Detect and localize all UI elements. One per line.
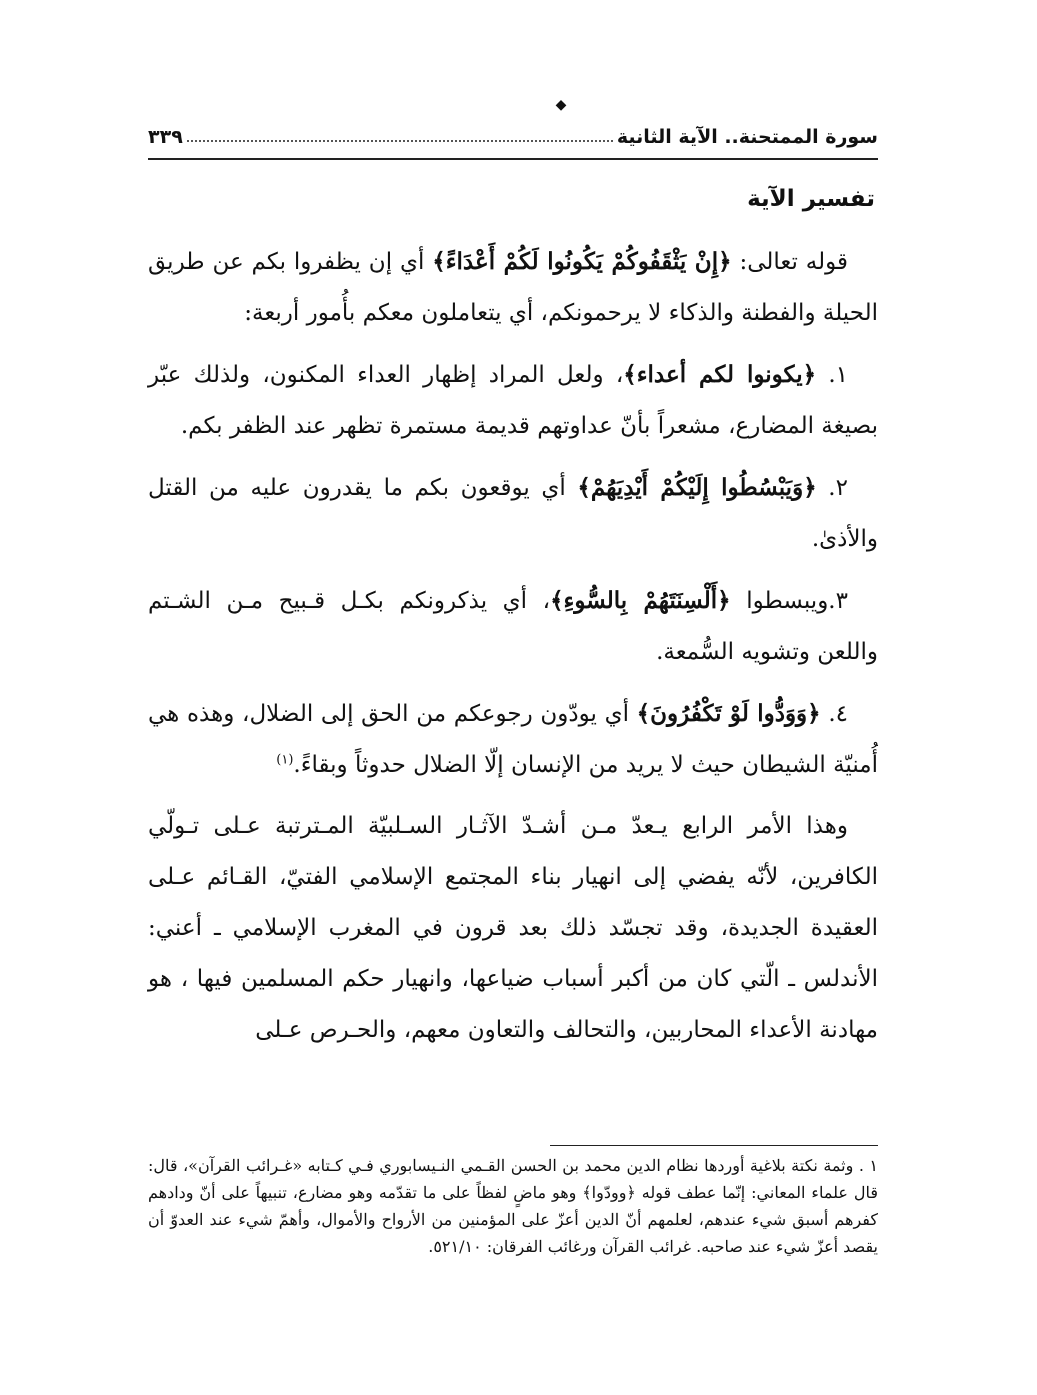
paragraph-6: وهذا الأمر الرابع يـعدّ مـن أشـدّ الآثـار السـلبيّة المـترتبة عـلى تـولّي الكافرين، لأنّه يفضي إلى انهيار بناء المجتمع الإسلامي الفتيّ، القـائم عـلى العقيدة الجديدة، وقد تجسّد ذلك بعد قرون في المغرب الإسلامي ـ أعني: الأندلس ـ الّتي كان من أكبر أسباب ضياعها، وانهيار حكم المسلمين فيها ، هو مهادنة الأعداء المحاربين، والتحالف والتعاون معهم، والحـرص عـلى bbox=[148, 813, 878, 1043]
quran-quote: ﴿إِنْ يَثْقَفُوكُمْ يَكُونُوا لَكُمْ أَعْدَاءً﴾ bbox=[432, 248, 732, 275]
ornament-mark: ◆ bbox=[555, 97, 567, 113]
paragraph-4 bbox=[148, 575, 878, 678]
quran-quote: ﴿يكونوا لكم أعداء﴾ bbox=[623, 361, 817, 388]
footnote-rule bbox=[550, 1145, 878, 1146]
list-number: ٣.ويبسطوا bbox=[730, 588, 848, 614]
paragraph-rest: أي يودّون رجوعكم من الحق إلى الضلال، وهذه هي أُمنيّة الشيطان حيث لا يريد من الإنسان إلّا الضلال حدوثاً وبقاءً. bbox=[148, 701, 878, 778]
body-text bbox=[148, 236, 878, 1066]
list-number: ٢. bbox=[816, 475, 848, 501]
paragraph-rest: أي إن يظفروا بكم عن طريق الحيلة والفطنة والذكاء لا يرحمونكم، أي يتعاملون معكم بأُمور أربعة: bbox=[148, 249, 878, 326]
footnote-text: ١ . وثمة نكتة بلاغية أوردها نظام الدين محمد بن الحسن القـمي النـيسابوري فـي كـتابه «غـرائب القرآن»، قال: قال علماء المعاني: إنّما عطف قوله ﴿وودّوا﴾ وهو ماضٍ لفظاً على ما تقدّمه وهو مضارع، تنبيهاً على أنّ ودادهم كفرهم أسبق شيء عندهم، لعلمهم أنّ الدين أعزّ على المؤمنين من الأرواح والأموال، وأهمّ شيء عند العدوّ أن يقصد أعزّ شيء عند صاحبه. غرائب القرآن ورغائب الفرقان: ٥٢١/١٠. bbox=[148, 1156, 878, 1256]
paragraph-rest: أي يوقعون بكم ما يقدرون عليه من القتل والأذىٰ. bbox=[148, 475, 878, 552]
paragraph-5 bbox=[148, 688, 878, 791]
paragraph-rest: ، ولعل المراد إظهار العداء المكنون، ولذلك عبّر بصيغة المضارع، مشعراً بأنّ عداوتهم قديمة مستمرة تظهر عند الظفر بكم. bbox=[148, 362, 878, 439]
page-number: ٣٣٩ bbox=[148, 126, 183, 148]
footnote bbox=[148, 1152, 878, 1260]
running-header bbox=[148, 118, 878, 148]
quran-quote: ﴿وَوَدُّوا لَوْ تَكْفُرُونَ﴾ bbox=[636, 700, 821, 727]
paragraph-lead: قوله تعالى: bbox=[731, 249, 848, 275]
paragraph-3 bbox=[148, 462, 878, 565]
quran-quote: ﴿أَلْسِنَتَهُمْ بِالسُّوءِ﴾ bbox=[550, 587, 731, 614]
list-number: ١. bbox=[816, 362, 848, 388]
running-title: سورة الممتحنة.. الآية الثانية bbox=[616, 126, 878, 148]
header-rule bbox=[148, 158, 878, 160]
dotted-leader bbox=[187, 140, 613, 142]
section-heading: تفسير الآية bbox=[747, 186, 875, 212]
list-number: ٤. bbox=[820, 701, 848, 727]
paragraph-2 bbox=[148, 349, 878, 452]
footnote-reference[interactable]: (١) bbox=[276, 752, 294, 768]
paragraph-rest: ، أي يذكرونكم بكـل قـبيح مـن الشـتم واللعن وتشويه السُّمعة. bbox=[148, 588, 878, 665]
quran-quote: ﴿وَيَبْسُطُوا إِلَيْكُمْ أَيْدِيَهُمْ﴾ bbox=[577, 474, 817, 501]
paragraph-1 bbox=[148, 236, 878, 339]
